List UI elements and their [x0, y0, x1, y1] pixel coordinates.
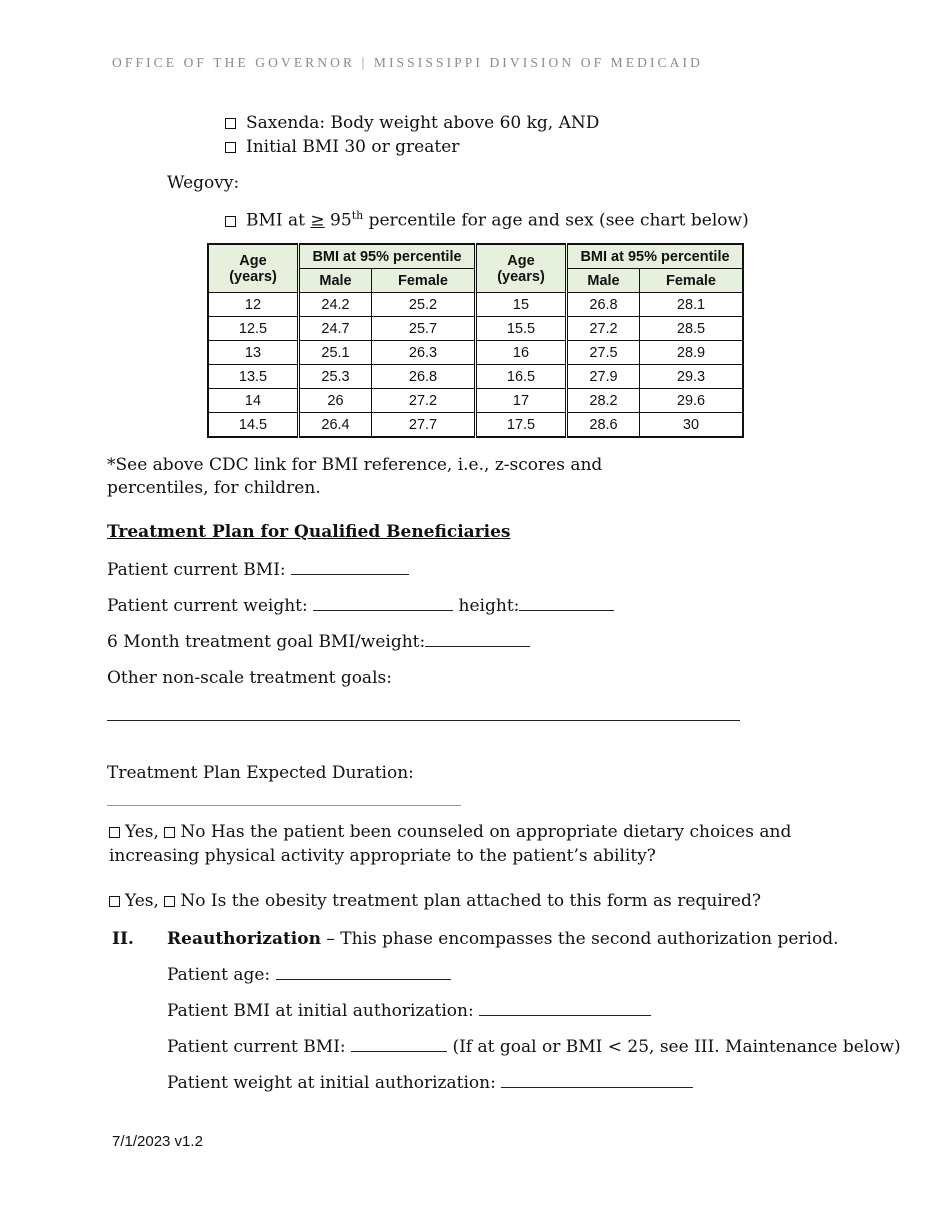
height-label: height:: [458, 596, 520, 616]
age-cell: 14: [208, 389, 299, 413]
wegovy-num: 95: [324, 210, 352, 231]
reauth-age-row: [167, 965, 451, 985]
age-cell: 15: [476, 293, 567, 317]
female-bmi-cell: 26.8: [372, 365, 476, 389]
yes-checkbox[interactable]: [109, 827, 120, 838]
goal-row: [107, 632, 530, 652]
age-cell: 17: [476, 389, 567, 413]
age-header-right: Age (years): [476, 244, 567, 293]
female-header: Female: [372, 269, 476, 293]
age-header-left: Age (years): [208, 244, 299, 293]
counseling-question: [109, 820, 849, 868]
no-checkbox[interactable]: [164, 827, 175, 838]
current-weight-label: Patient current weight:: [107, 596, 308, 616]
non-scale-goals-field[interactable]: [107, 720, 740, 721]
male-bmi-cell: 26.4: [299, 413, 372, 438]
no-checkbox[interactable]: [164, 896, 175, 907]
reauth-bmi-initial-field[interactable]: [479, 1014, 651, 1016]
female-bmi-cell: 25.2: [372, 293, 476, 317]
reauth-bmi-current-label: Patient current BMI:: [167, 1037, 346, 1057]
wegovy-bmi-item: [225, 209, 749, 231]
male-bmi-cell: 26: [299, 389, 372, 413]
table-row: [208, 413, 743, 438]
checkbox[interactable]: [225, 142, 236, 153]
wegovy-ge-symbol: ≥: [310, 210, 325, 231]
version-footer: 7/1/2023 v1.2: [112, 1133, 203, 1150]
reauth-bmi-initial-label: Patient BMI at initial authorization:: [167, 1001, 474, 1021]
male-bmi-cell: 27.2: [567, 317, 640, 341]
saxenda-bmi-item: [225, 137, 459, 157]
reauth-numeral: II.: [112, 929, 134, 949]
female-header: Female: [640, 269, 744, 293]
duration-field[interactable]: [107, 805, 461, 806]
male-header: Male: [567, 269, 640, 293]
female-bmi-cell: 28.5: [640, 317, 744, 341]
table-row: [208, 317, 743, 341]
female-bmi-cell: 25.7: [372, 317, 476, 341]
reauth-bmi-current-field[interactable]: [351, 1050, 447, 1052]
saxenda-weight-item: [225, 113, 599, 133]
reauth-weight-initial-field[interactable]: [501, 1086, 693, 1088]
current-bmi-label: Patient current BMI:: [107, 560, 286, 580]
treatment-plan-title: Treatment Plan for Qualified Beneficiaries: [107, 522, 511, 542]
reauth-desc: – This phase encompasses the second authorization period.: [320, 929, 839, 949]
bmi-group-header-left: BMI at 95% percentile: [299, 244, 476, 269]
yes-label: Yes,: [125, 891, 159, 911]
age-cell: 15.5: [476, 317, 567, 341]
female-bmi-cell: 28.1: [640, 293, 744, 317]
bmi-group-header-right: BMI at 95% percentile: [567, 244, 744, 269]
table-row: [208, 365, 743, 389]
plan-attached-question: [109, 891, 761, 911]
male-bmi-cell: 28.6: [567, 413, 640, 438]
wegovy-pre: BMI at: [246, 210, 311, 231]
male-bmi-cell: 24.7: [299, 317, 372, 341]
yes-checkbox[interactable]: [109, 896, 120, 907]
current-bmi-row: [107, 560, 409, 580]
age-cell: 12: [208, 293, 299, 317]
page-header: OFFICE OF THE GOVERNOR | MISSISSIPPI DIVISION OF MEDICAID: [112, 55, 703, 70]
age-cell: 13.5: [208, 365, 299, 389]
reauth-heading: [167, 929, 838, 949]
male-bmi-cell: 28.2: [567, 389, 640, 413]
wegovy-post: percentile for age and sex (see chart below): [363, 210, 749, 231]
age-cell: 16.5: [476, 365, 567, 389]
no-label: No: [180, 822, 206, 842]
age-cell: 14.5: [208, 413, 299, 438]
male-bmi-cell: 25.3: [299, 365, 372, 389]
male-bmi-cell: 27.5: [567, 341, 640, 365]
cdc-note: *See above CDC link for BMI reference, i.e., z-scores and percentiles, for children.: [107, 455, 603, 498]
checkbox[interactable]: [225, 216, 236, 227]
saxenda-weight-label: Saxenda: Body weight above 60 kg, AND: [246, 113, 600, 133]
male-bmi-cell: 24.2: [299, 293, 372, 317]
female-bmi-cell: 27.2: [372, 389, 476, 413]
female-bmi-cell: 27.7: [372, 413, 476, 438]
non-scale-goals-label: Other non-scale treatment goals:: [107, 668, 392, 688]
male-header: Male: [299, 269, 372, 293]
goal-label: 6 Month treatment goal BMI/weight:: [107, 632, 426, 652]
reauth-bmi-current-row: [167, 1037, 901, 1057]
reauth-bmi-current-note: (If at goal or BMI < 25, see III. Maintenance below): [452, 1037, 901, 1057]
age-cell: 13: [208, 341, 299, 365]
female-bmi-cell: 30: [640, 413, 744, 438]
male-bmi-cell: 27.9: [567, 365, 640, 389]
checkbox[interactable]: [225, 118, 236, 129]
table-row: [208, 389, 743, 413]
female-bmi-cell: 28.9: [640, 341, 744, 365]
counseling-question-text: Has the patient been counseled on appropriate dietary choices and increasing physical activity appropriate to the patient’s ability?: [109, 822, 792, 866]
reauth-age-field[interactable]: [276, 978, 451, 980]
reauth-age-label: Patient age:: [167, 965, 271, 985]
current-bmi-field[interactable]: [291, 573, 409, 575]
female-bmi-cell: 29.6: [640, 389, 744, 413]
reauth-title: Reauthorization: [167, 929, 321, 949]
current-weight-row: [107, 596, 614, 616]
age-cell: 17.5: [476, 413, 567, 438]
table-row: [208, 341, 743, 365]
goal-field[interactable]: [425, 645, 530, 647]
reauth-weight-initial-row: [167, 1073, 693, 1093]
reauth-bmi-initial-row: [167, 1001, 651, 1021]
wegovy-label: Wegovy:: [167, 173, 240, 193]
age-cell: 16: [476, 341, 567, 365]
plan-attached-question-text: Is the obesity treatment plan attached to this form as required?: [210, 891, 761, 911]
female-bmi-cell: 29.3: [640, 365, 744, 389]
no-label: No: [180, 891, 206, 911]
bmi-percentile-table: [207, 243, 744, 438]
female-bmi-cell: 26.3: [372, 341, 476, 365]
duration-label: Treatment Plan Expected Duration:: [107, 763, 414, 783]
male-bmi-cell: 26.8: [567, 293, 640, 317]
wegovy-sup: th: [351, 209, 364, 222]
yes-label: Yes,: [125, 822, 159, 842]
male-bmi-cell: 25.1: [299, 341, 372, 365]
reauth-weight-initial-label: Patient weight at initial authorization:: [167, 1073, 496, 1093]
current-weight-field[interactable]: [313, 609, 453, 611]
height-field[interactable]: [519, 609, 614, 611]
table-row: [208, 293, 743, 317]
age-cell: 12.5: [208, 317, 299, 341]
saxenda-bmi-label: Initial BMI 30 or greater: [246, 137, 460, 157]
